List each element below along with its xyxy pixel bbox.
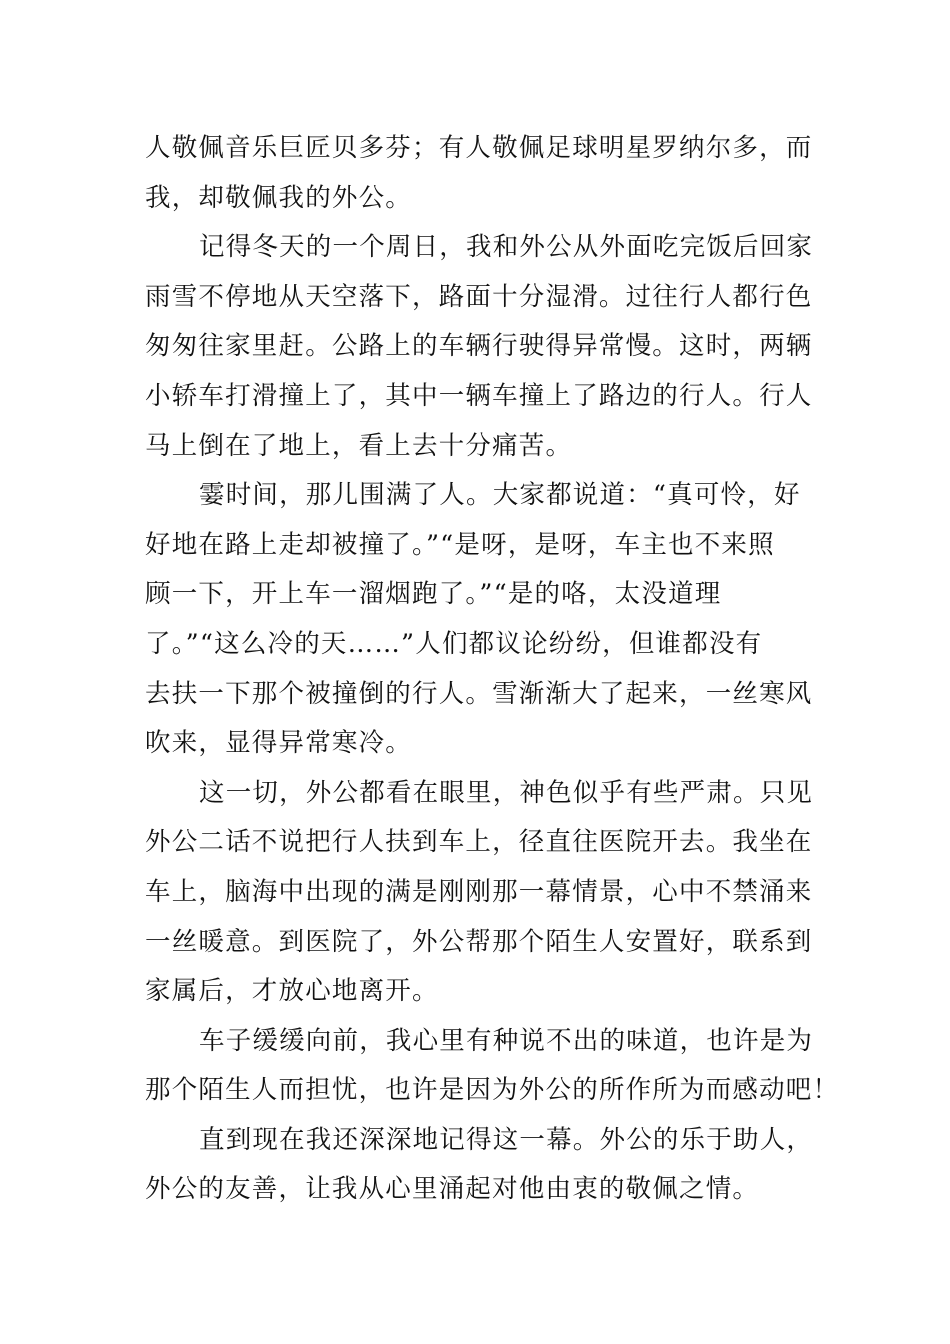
paragraph-start-line: 直到现在我还深深地记得这一幕。外公的乐于助人， — [199, 1124, 814, 1155]
text-line: 马上倒在了地上，看上去十分痛苦。 — [145, 430, 573, 461]
paragraph-start-line: 霎时间，那儿围满了人。大家都说道：“真可怜，好 — [199, 480, 801, 511]
text-line: 家属后，才放心地离开。 — [145, 976, 439, 1007]
text-line: 了。”“这么冷的天……”人们都议论纷纷，但谁都没有 — [145, 628, 763, 659]
text-line: 雨雪不停地从天空落下，路面十分湿滑。过往行人都行色 — [145, 281, 813, 312]
paragraph-start-line: 这一切，外公都看在眼里，神色似乎有些严肃。只见 — [199, 777, 814, 808]
text-line: 匆匆往家里赶。公路上的车辆行驶得异常慢。这时，两辆 — [145, 331, 813, 362]
document-body — [145, 124, 840, 1215]
text-line: 去扶一下那个被撞倒的行人。雪渐渐大了起来，一丝寒风 — [145, 678, 813, 709]
text-line: 车上，脑海中出现的满是刚刚那一幕情景，心中不禁涌来 — [145, 876, 813, 907]
text-line: 一丝暖意。到医院了，外公帮那个陌生人安置好，联系到 — [145, 926, 813, 957]
text-line: 那个陌生人而担忧，也许是因为外公的所作所为而感动吧！ — [145, 1075, 840, 1106]
text-line: 顾一下，开上车一溜烟跑了。”“是的咯，太没道理 — [145, 579, 722, 610]
paragraph-start-line: 车子缓缓向前，我心里有种说不出的味道，也许是为 — [199, 1025, 814, 1056]
text-line: 我，却敬佩我的外公。 — [145, 182, 413, 213]
text-line: 吹来，显得异常寒冷。 — [145, 728, 413, 759]
paragraph-start-line: 记得冬天的一个周日，我和外公从外面吃完饭后回家 — [199, 232, 814, 263]
text-line: 人敬佩音乐巨匠贝多芬；有人敬佩足球明星罗纳尔多，而 — [145, 133, 813, 163]
text-line: 外公的友善，让我从心里涌起对他由衷的敬佩之情。 — [145, 1174, 760, 1205]
text-line: 外公二话不说把行人扶到车上，径直往医院开去。我坐在 — [145, 827, 813, 858]
text-line: 小轿车打滑撞上了，其中一辆车撞上了路边的行人。行人 — [145, 380, 813, 411]
text-line: 好地在路上走却被撞了。”“是呀，是呀，车主也不来照 — [145, 529, 775, 560]
